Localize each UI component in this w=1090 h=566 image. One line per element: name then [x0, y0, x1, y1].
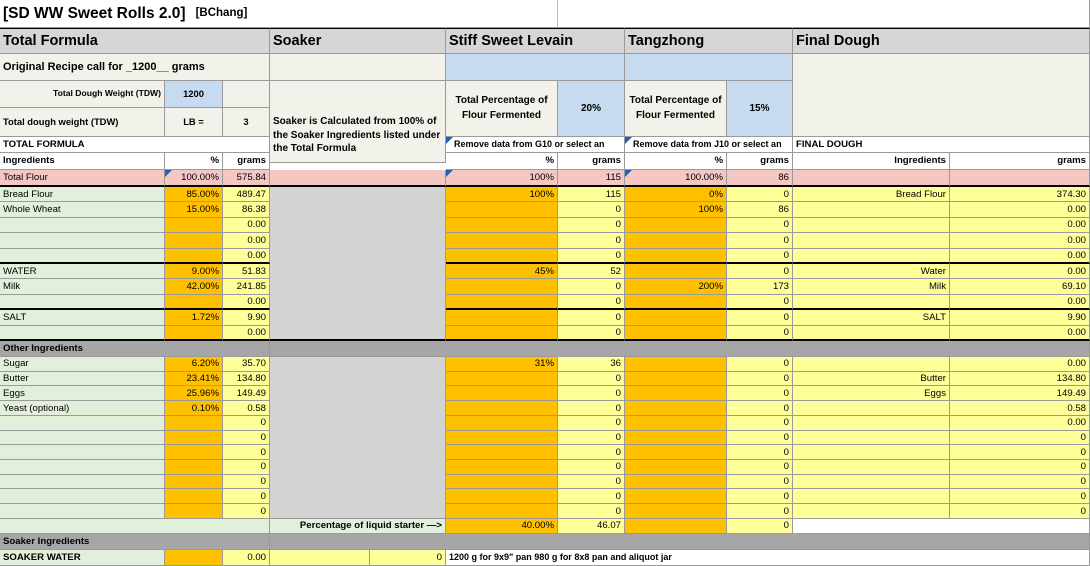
ingredient-pct[interactable]	[165, 233, 223, 248]
levain-grams[interactable]: 0	[558, 475, 625, 490]
total-flour-tz-pct[interactable]	[625, 170, 727, 187]
ingredient-name[interactable]	[0, 475, 165, 490]
ingredient-name[interactable]: Sugar	[0, 357, 165, 372]
blank-cell[interactable]	[223, 81, 270, 108]
final-ingredient[interactable]	[793, 326, 950, 341]
starter-label: Percentage of liquid starter —>	[270, 519, 446, 534]
tz-pct-text: 100.00%	[685, 171, 723, 183]
levain-pct[interactable]	[446, 386, 558, 401]
ingredient-name[interactable]: Bread Flour	[0, 187, 165, 202]
ingredient-grams[interactable]: 149.49	[223, 386, 270, 401]
tz-pct[interactable]	[625, 218, 727, 233]
tz-grams[interactable]: 86	[727, 202, 793, 217]
total-flour-soaker[interactable]	[270, 170, 446, 187]
final-ingredient[interactable]: Eggs	[793, 386, 950, 401]
levain-pct[interactable]	[446, 416, 558, 431]
tz-grams[interactable]: 0	[727, 326, 793, 341]
levain-pct[interactable]	[446, 279, 558, 294]
levain-grams[interactable]: 0	[558, 504, 625, 519]
tz-pct[interactable]	[625, 310, 727, 325]
final-ingredient[interactable]	[793, 401, 950, 416]
levain-pct[interactable]	[446, 326, 558, 341]
ingredient-name[interactable]	[0, 460, 165, 475]
final-grams[interactable]: 0.00	[950, 416, 1090, 431]
levain-grams[interactable]: 0	[558, 326, 625, 341]
ingredient-name[interactable]	[0, 326, 165, 341]
tz-pct[interactable]	[625, 295, 727, 310]
tz-grams[interactable]: 0	[727, 187, 793, 202]
sheet-title[interactable]	[0, 0, 558, 28]
tz-pct[interactable]	[625, 249, 727, 264]
levain-grams[interactable]: 0	[558, 431, 625, 446]
levain-grams[interactable]: 0	[558, 460, 625, 475]
soaker-water-label: SOAKER WATER	[0, 550, 165, 566]
ingredient-pct[interactable]	[165, 504, 223, 519]
final-ingredient[interactable]	[793, 445, 950, 460]
section-tangzhong[interactable]: Tangzhong	[625, 28, 793, 54]
final-ingredient[interactable]: Bread Flour	[793, 187, 950, 202]
levain-hint-text: Remove data from G10 or select an	[454, 139, 605, 150]
levain-pct[interactable]	[446, 431, 558, 446]
total-formula-header: TOTAL FORMULA	[0, 137, 270, 153]
ingredient-grams[interactable]: 86.38	[223, 202, 270, 217]
tz-pct[interactable]	[625, 416, 727, 431]
section-final-dough[interactable]: Final Dough	[793, 28, 1090, 54]
tz-grams[interactable]: 0	[727, 416, 793, 431]
levain-pct[interactable]: 45%	[446, 264, 558, 279]
final-ingredient[interactable]: Butter	[793, 372, 950, 387]
ingredient-pct[interactable]	[165, 460, 223, 475]
final-grams[interactable]: 374.30	[950, 187, 1090, 202]
levain-pct-input[interactable]: 20%	[558, 81, 625, 137]
tz-grams[interactable]: 0	[727, 401, 793, 416]
final-grams[interactable]: 0.00	[950, 357, 1090, 372]
tz-grams[interactable]: 0	[727, 295, 793, 310]
tz-grams[interactable]: 0	[727, 218, 793, 233]
tz-grams[interactable]: 0	[727, 445, 793, 460]
tz-pct[interactable]	[625, 489, 727, 504]
total-flour-tz-grams[interactable]: 86	[727, 170, 793, 187]
ingredient-grams[interactable]: 0	[223, 504, 270, 519]
levain-grams[interactable]: 0	[558, 310, 625, 325]
final-grams[interactable]: 0.00	[950, 218, 1090, 233]
ingredient-pct[interactable]: 9.00%	[165, 264, 223, 279]
ingredient-grams[interactable]: 489.47	[223, 187, 270, 202]
tz-grams[interactable]: 0	[727, 357, 793, 372]
ingredient-pct[interactable]	[165, 249, 223, 264]
levain-grams[interactable]: 0	[558, 401, 625, 416]
ingredient-name[interactable]	[0, 295, 165, 310]
total-flour-pct[interactable]	[165, 170, 223, 187]
final-ingredient[interactable]	[793, 489, 950, 504]
levain-pct[interactable]	[446, 489, 558, 504]
comment-marker-icon	[165, 170, 172, 177]
final-grams[interactable]: 134.80	[950, 372, 1090, 387]
pan-note: 1200 g for 9x9" pan 980 g for 8x8 pan and aliquot jar	[446, 550, 1090, 566]
ingredient-grams[interactable]: 0	[223, 460, 270, 475]
ingredient-pct[interactable]	[165, 218, 223, 233]
levain-grams[interactable]: 0	[558, 279, 625, 294]
ingredient-name[interactable]: Whole Wheat	[0, 202, 165, 217]
comment-marker-icon	[446, 137, 453, 144]
soaker-water-value[interactable]: 0	[370, 550, 446, 566]
starter-grams[interactable]: 46.07	[558, 519, 625, 534]
final-grams[interactable]: 0.58	[950, 401, 1090, 416]
section-levain[interactable]: Stiff Sweet Levain	[446, 28, 625, 54]
final-grams[interactable]: 0.00	[950, 326, 1090, 341]
final-grams[interactable]: 69.10	[950, 279, 1090, 294]
other-header-fill	[270, 341, 1090, 357]
ingredient-pct[interactable]	[165, 489, 223, 504]
levain-grams[interactable]: 115	[558, 187, 625, 202]
levain-grams[interactable]: 52	[558, 264, 625, 279]
ingredient-pct[interactable]: 25.96%	[165, 386, 223, 401]
tz-grams[interactable]: 0	[727, 264, 793, 279]
other-ingredients-header: Other Ingredients	[0, 341, 270, 357]
col-pct: %	[165, 153, 223, 170]
ingredient-name[interactable]	[0, 431, 165, 446]
ingredient-pct[interactable]: 0.10%	[165, 401, 223, 416]
soaker-header-fill	[270, 534, 1090, 550]
levain-pct-label: Total Percentage of Flour Fermented	[446, 81, 558, 137]
final-blank[interactable]	[793, 54, 1090, 137]
final-ingredient[interactable]	[793, 249, 950, 264]
final-grams[interactable]: 0	[950, 489, 1090, 504]
tz-pct-input[interactable]: 15%	[727, 81, 793, 137]
ingredient-grams[interactable]: 0.00	[223, 295, 270, 310]
final-ingredient[interactable]	[793, 460, 950, 475]
levain-pct[interactable]	[446, 202, 558, 217]
ingredient-grams[interactable]: 0	[223, 416, 270, 431]
tz-pct[interactable]	[625, 233, 727, 248]
ingredient-grams[interactable]: 0	[223, 475, 270, 490]
tz-hint-text: Remove data from J10 or select an	[633, 139, 782, 150]
ingredient-pct[interactable]: 23.41%	[165, 372, 223, 387]
tz-grams[interactable]: 0	[727, 310, 793, 325]
title-text: [SD WW Sweet Rolls 2.0]	[3, 4, 186, 22]
final-grams[interactable]: 0.00	[950, 264, 1090, 279]
starter-pct[interactable]: 40.00%	[446, 519, 558, 534]
original-recipe-cell[interactable]: Original Recipe call for _1200__ grams	[0, 54, 270, 81]
final-ingredient[interactable]	[793, 218, 950, 233]
levain-pct[interactable]	[446, 233, 558, 248]
final-ingredient[interactable]: Milk	[793, 279, 950, 294]
lev-pct-text: 100%	[529, 171, 554, 183]
final-ingredient[interactable]	[793, 357, 950, 372]
ingredient-grams[interactable]: 0	[223, 431, 270, 446]
ingredient-grams[interactable]: 0.00	[223, 233, 270, 248]
ingredient-name[interactable]	[0, 504, 165, 519]
final-grams[interactable]: 149.49	[950, 386, 1090, 401]
final-grams[interactable]: 0	[950, 445, 1090, 460]
total-flour-grams[interactable]: 575.84	[223, 170, 270, 187]
ingredient-pct[interactable]: 85.00%	[165, 187, 223, 202]
levain-pct[interactable]	[446, 401, 558, 416]
ingredient-pct[interactable]	[165, 445, 223, 460]
comment-marker-icon	[625, 170, 632, 177]
tz-grams[interactable]: 0	[727, 431, 793, 446]
final-ingredient[interactable]	[793, 295, 950, 310]
col-final-grams: grams	[950, 153, 1090, 170]
tz-grams[interactable]: 0	[727, 372, 793, 387]
soaker-ingredients-header: Soaker Ingredients	[0, 534, 270, 550]
tz-pct[interactable]	[625, 445, 727, 460]
levain-grams[interactable]: 0	[558, 218, 625, 233]
levain-blank[interactable]	[446, 54, 625, 81]
ingredient-grams[interactable]: 241.85	[223, 279, 270, 294]
tz-pct[interactable]: 0%	[625, 187, 727, 202]
levain-grams[interactable]: 0	[558, 249, 625, 264]
section-total-formula[interactable]: Total Formula	[0, 28, 270, 54]
soaker-note: Soaker is Calculated from 100% of the Soaker Ingredients listed under the Total Formula	[270, 81, 446, 163]
total-flour-label: Total Flour	[0, 170, 165, 187]
ingredient-pct[interactable]: 6.20%	[165, 357, 223, 372]
ingredient-name[interactable]	[0, 218, 165, 233]
col-levain-grams: grams	[558, 153, 625, 170]
ingredient-grams[interactable]: 0.58	[223, 401, 270, 416]
levain-pct[interactable]	[446, 475, 558, 490]
levain-pct[interactable]	[446, 310, 558, 325]
ingredient-grams[interactable]: 0	[223, 445, 270, 460]
tz-pct[interactable]	[625, 264, 727, 279]
levain-hint[interactable]	[446, 137, 625, 153]
final-grams[interactable]: 9.90	[950, 310, 1090, 325]
levain-grams[interactable]: 0	[558, 233, 625, 248]
ingredient-pct[interactable]	[165, 416, 223, 431]
levain-pct[interactable]	[446, 504, 558, 519]
col-final-ingredients: Ingredients	[793, 153, 950, 170]
soaker-water-pct[interactable]	[165, 550, 223, 566]
levain-pct[interactable]	[446, 445, 558, 460]
final-grams[interactable]: 0.00	[950, 295, 1090, 310]
total-flour-lev-pct[interactable]	[446, 170, 558, 187]
levain-grams[interactable]: 36	[558, 357, 625, 372]
starter-blank[interactable]	[0, 519, 270, 534]
ingredient-pct[interactable]: 15.00%	[165, 202, 223, 217]
final-ingredient[interactable]: SALT	[793, 310, 950, 325]
tz-grams[interactable]: 0	[727, 504, 793, 519]
ingredient-pct[interactable]: 1.72%	[165, 310, 223, 325]
final-ingredient[interactable]	[793, 416, 950, 431]
tz-pct[interactable]	[625, 372, 727, 387]
ingredient-name[interactable]: Butter	[0, 372, 165, 387]
comment-marker-icon	[446, 170, 453, 177]
total-flour-final[interactable]	[793, 170, 950, 187]
tz-pct-label: Total Percentage of Flour Fermented	[625, 81, 727, 137]
tz-pct[interactable]: 100%	[625, 202, 727, 217]
levain-grams[interactable]: 0	[558, 372, 625, 387]
tdw2-label: Total dough weight (TDW)	[0, 108, 165, 137]
ingredient-grams[interactable]: 134.80	[223, 372, 270, 387]
ingredient-name[interactable]	[0, 416, 165, 431]
levain-pct[interactable]	[446, 218, 558, 233]
ingredient-pct[interactable]	[165, 475, 223, 490]
ingredient-grams[interactable]: 0.00	[223, 249, 270, 264]
soaker-block-1[interactable]	[270, 187, 446, 341]
ingredient-name[interactable]	[0, 249, 165, 264]
col-tz-pct: %	[625, 153, 727, 170]
tz-pct[interactable]	[625, 504, 727, 519]
tz-grams[interactable]: 173	[727, 279, 793, 294]
total-flour-lev-grams[interactable]: 115	[558, 170, 625, 187]
ingredient-name[interactable]	[0, 233, 165, 248]
ingredient-pct[interactable]	[165, 326, 223, 341]
levain-grams[interactable]: 0	[558, 489, 625, 504]
tz-pct[interactable]	[625, 326, 727, 341]
final-grams[interactable]: 0.00	[950, 249, 1090, 264]
ingredient-grams[interactable]: 0.00	[223, 218, 270, 233]
total-flour-pct-text: 100.00%	[181, 171, 219, 183]
tz-grams[interactable]: 0	[727, 475, 793, 490]
final-grams[interactable]: 0.00	[950, 233, 1090, 248]
col-grams: grams	[223, 153, 270, 170]
levain-grams[interactable]: 0	[558, 416, 625, 431]
tz-grams[interactable]: 0	[727, 386, 793, 401]
ingredient-grams[interactable]: 51.83	[223, 264, 270, 279]
ingredient-name[interactable]: WATER	[0, 264, 165, 279]
final-dough-header: FINAL DOUGH	[793, 137, 1090, 153]
final-grams[interactable]: 0	[950, 460, 1090, 475]
soaker-water-soaker[interactable]	[270, 550, 370, 566]
ingredient-name[interactable]: SALT	[0, 310, 165, 325]
ingredient-pct[interactable]: 42.00%	[165, 279, 223, 294]
final-ingredient[interactable]	[793, 233, 950, 248]
ingredient-name[interactable]: Yeast (optional)	[0, 401, 165, 416]
ingredient-grams[interactable]: 9.90	[223, 310, 270, 325]
ingredient-grams[interactable]: 35.70	[223, 357, 270, 372]
col-ingredients: Ingredients	[0, 153, 165, 170]
tz-grams[interactable]: 0	[727, 489, 793, 504]
final-ingredient[interactable]	[793, 431, 950, 446]
lb-label: LB =	[165, 108, 223, 137]
final-grams[interactable]: 0.00	[950, 202, 1090, 217]
col-levain-pct: %	[446, 153, 558, 170]
starter-final[interactable]	[793, 519, 1090, 534]
final-grams[interactable]: 0	[950, 504, 1090, 519]
ingredient-name[interactable]: Milk	[0, 279, 165, 294]
tz-pct[interactable]	[625, 401, 727, 416]
tz-pct[interactable]	[625, 475, 727, 490]
ingredient-pct[interactable]	[165, 431, 223, 446]
final-ingredient[interactable]	[793, 475, 950, 490]
final-ingredient[interactable]	[793, 504, 950, 519]
levain-pct[interactable]	[446, 295, 558, 310]
tdw-label: Total Dough Weight (TDW)	[0, 81, 165, 108]
ingredient-name[interactable]	[0, 489, 165, 504]
levain-grams[interactable]: 0	[558, 445, 625, 460]
tdw-input[interactable]: 1200	[165, 81, 223, 108]
tz-pct[interactable]	[625, 357, 727, 372]
section-soaker[interactable]: Soaker	[270, 28, 446, 54]
tz-pct[interactable]	[625, 386, 727, 401]
final-ingredient[interactable]: Water	[793, 264, 950, 279]
author-text: [BChang]	[195, 6, 248, 19]
levain-pct[interactable]	[446, 372, 558, 387]
final-grams[interactable]: 0	[950, 475, 1090, 490]
ingredient-name[interactable]: Eggs	[0, 386, 165, 401]
levain-pct[interactable]	[446, 249, 558, 264]
levain-grams[interactable]: 0	[558, 295, 625, 310]
tz-pct[interactable]: 200%	[625, 279, 727, 294]
soaker-blank[interactable]	[270, 54, 446, 81]
final-grams[interactable]: 0	[950, 431, 1090, 446]
comment-marker-icon	[625, 137, 632, 144]
col-tz-grams: grams	[727, 153, 793, 170]
tz-hint[interactable]	[625, 137, 793, 153]
levain-pct[interactable]	[446, 460, 558, 475]
ingredient-name[interactable]	[0, 445, 165, 460]
starter-tz-pct[interactable]	[625, 519, 727, 534]
levain-grams[interactable]: 0	[558, 386, 625, 401]
ingredient-grams[interactable]: 0.00	[223, 326, 270, 341]
levain-pct[interactable]: 100%	[446, 187, 558, 202]
tz-blank[interactable]	[625, 54, 793, 81]
tz-grams[interactable]: 0	[727, 249, 793, 264]
ingredient-grams[interactable]: 0	[223, 489, 270, 504]
soaker-water-grams[interactable]: 0.00	[223, 550, 270, 566]
ingredient-pct[interactable]	[165, 295, 223, 310]
soaker-block-2[interactable]	[270, 357, 446, 519]
total-flour-final-g[interactable]	[950, 170, 1090, 187]
levain-grams[interactable]: 0	[558, 202, 625, 217]
levain-pct[interactable]: 31%	[446, 357, 558, 372]
starter-tz-grams[interactable]: 0	[727, 519, 793, 534]
tz-pct[interactable]	[625, 460, 727, 475]
lb-value[interactable]: 3	[223, 108, 270, 137]
blank-cell[interactable]	[558, 0, 1090, 28]
final-ingredient[interactable]	[793, 202, 950, 217]
tz-grams[interactable]: 0	[727, 460, 793, 475]
tz-pct[interactable]	[625, 431, 727, 446]
tz-grams[interactable]: 0	[727, 233, 793, 248]
